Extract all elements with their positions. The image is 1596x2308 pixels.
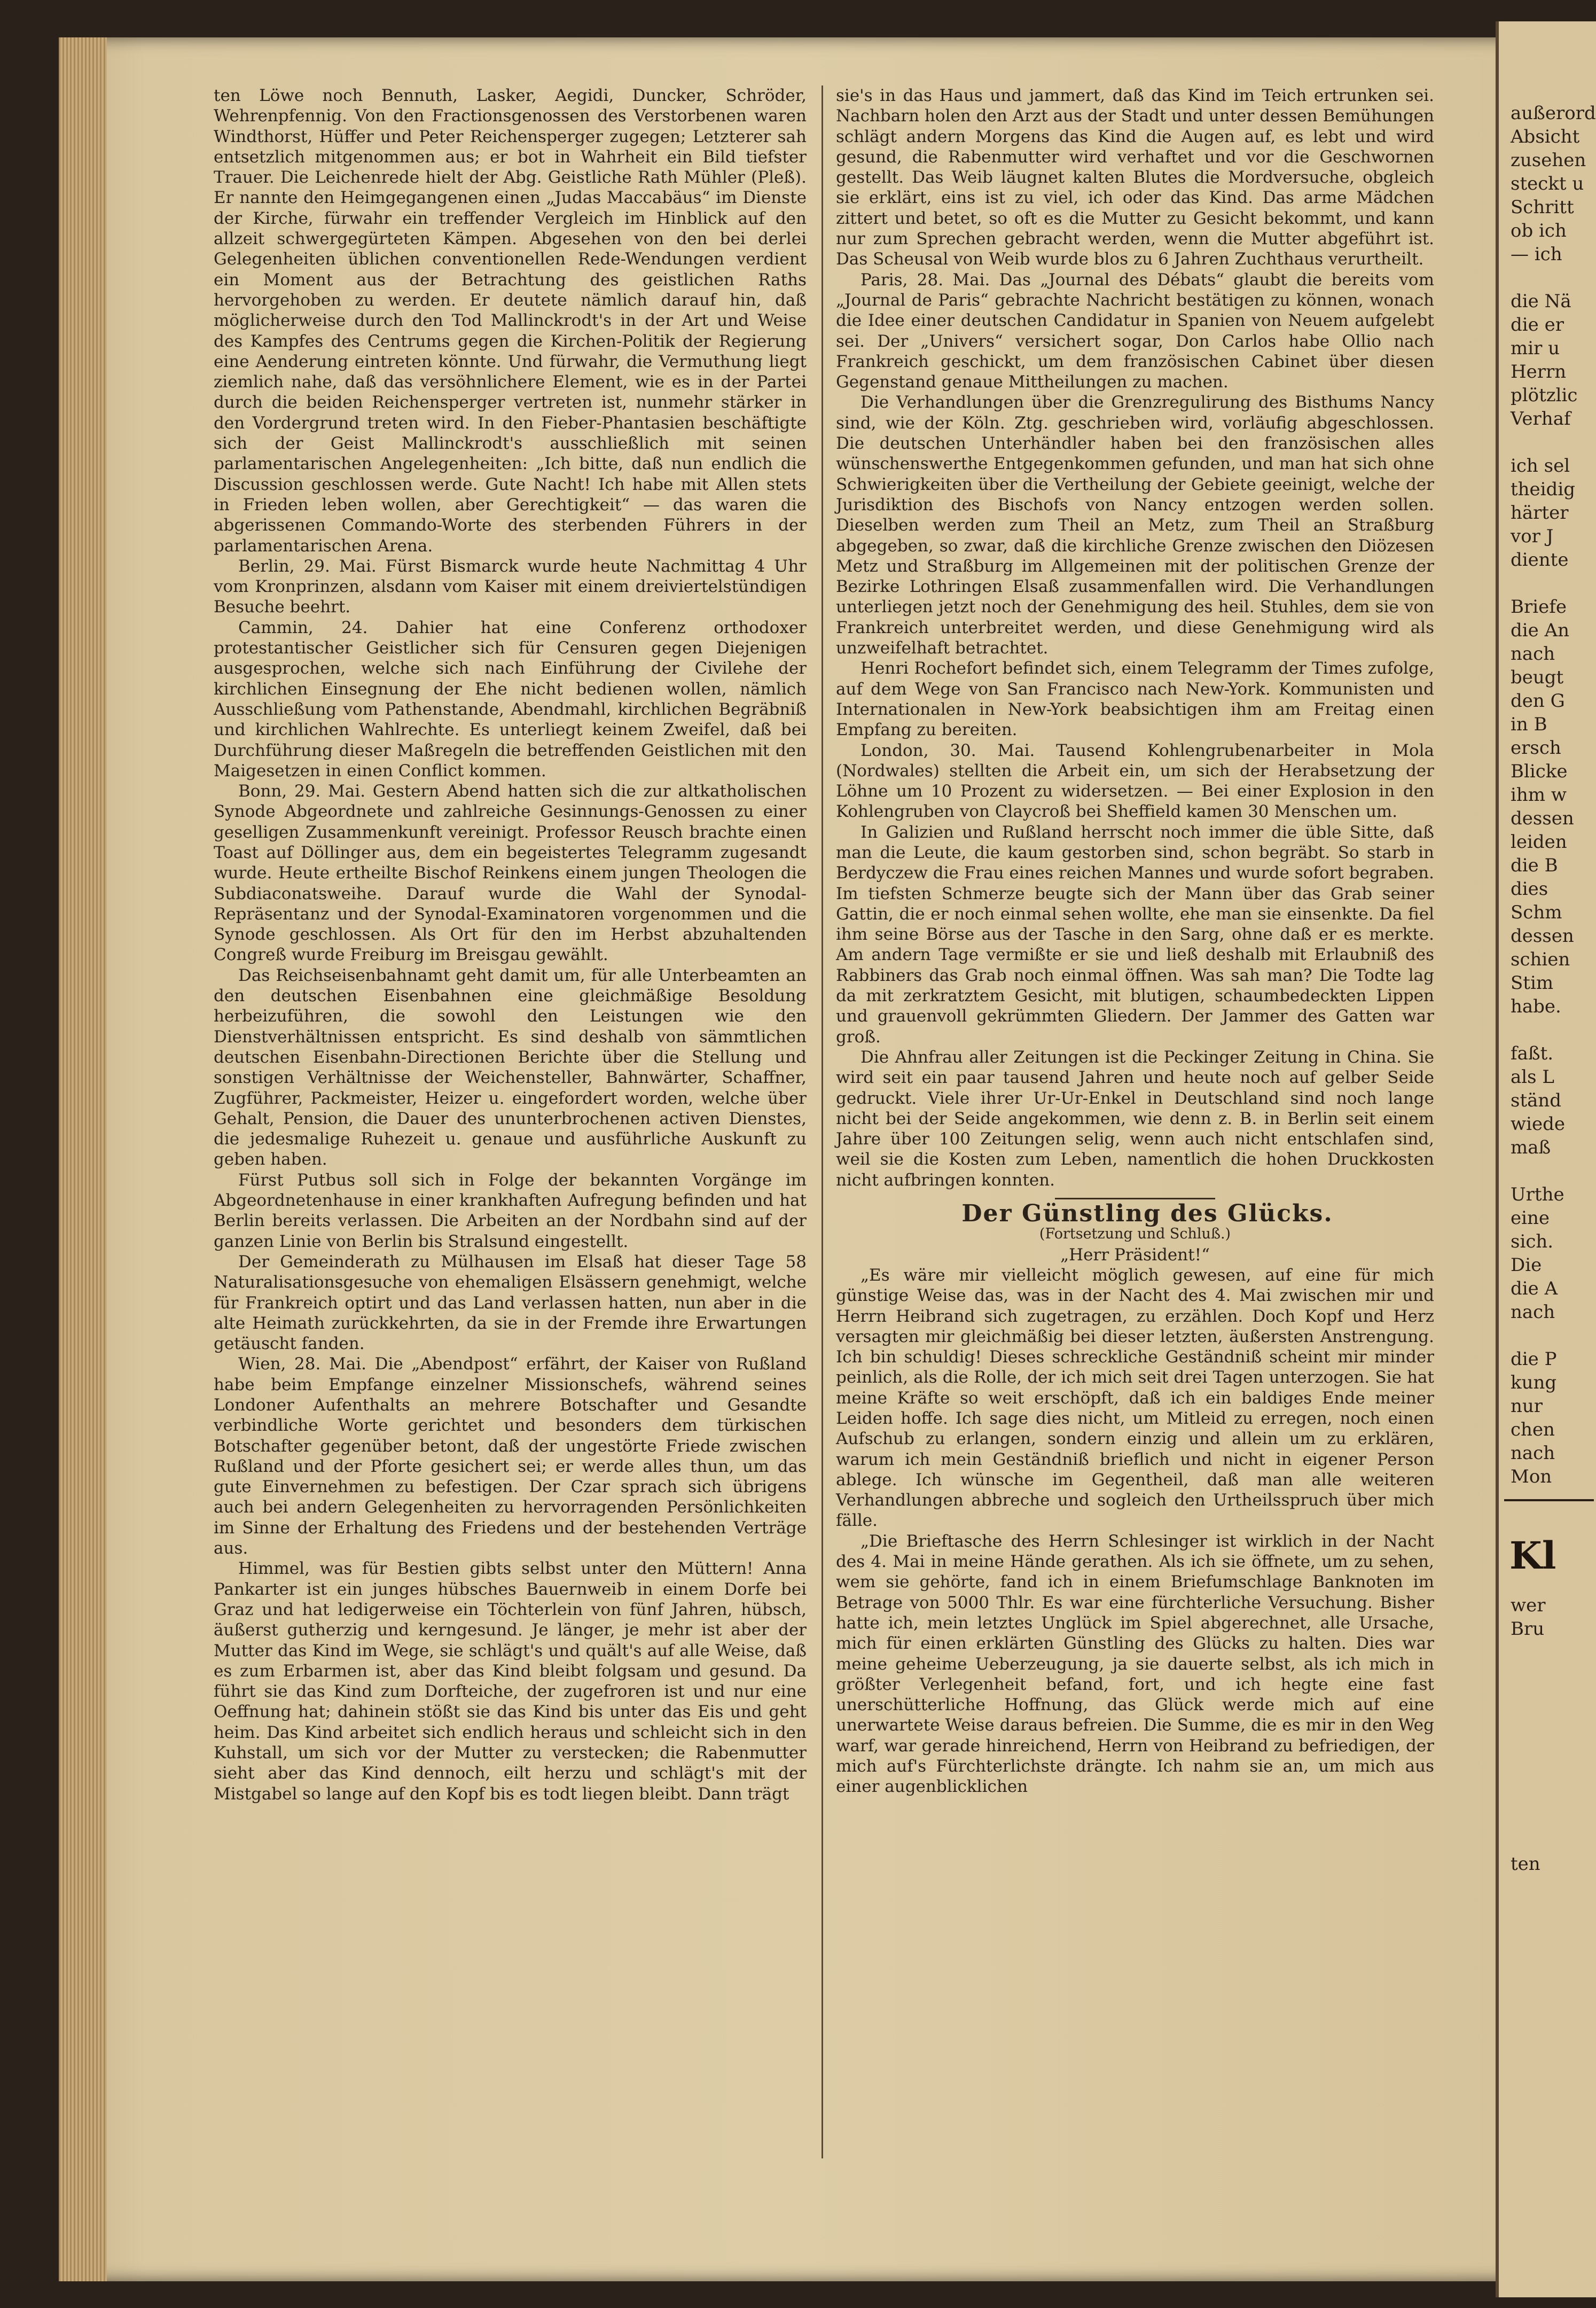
news-paragraph: Berlin, 29. Mai. Fürst Bismarck wurde heute Nachmittag 4 Uhr vom Kronprinzen, alsdann vom Kaiser mit einem dreiviertelstündigen Besuche beehrt. (214, 556, 807, 617)
adjacent-page-text: Stim (1511, 972, 1554, 994)
adjacent-page-text: die er (1511, 314, 1564, 336)
adjacent-page-text: vor J (1511, 526, 1554, 547)
adjacent-page-fragment (1496, 21, 1596, 2297)
adjacent-page-text: Absicht (1511, 126, 1580, 147)
adjacent-page-text: sich. (1511, 1231, 1554, 1252)
adjacent-page-text: ob ich (1511, 220, 1567, 241)
adjacent-page-text: wiede (1511, 1113, 1565, 1135)
adjacent-page-text: Schritt (1511, 197, 1574, 218)
adjacent-page-text: dessen (1511, 925, 1574, 947)
adjacent-page-text: diente (1511, 549, 1569, 571)
adjacent-page-text: nach (1511, 643, 1555, 665)
news-paragraph: Fürst Putbus soll sich in Folge der bekannten Vorgänge im Abgeordnetenhause in einer krankhaften Aufregung befinden und hat Berlin bereits verlassen. Die Arbeiten an der Nordbahn sind auf der ganzen Linie von Berlin bis Stralsund eingestellt. (214, 1170, 807, 1251)
feuilleton-subtitle: (Fortsetzung und Schluß.) (1039, 1226, 1231, 1243)
adjacent-page-text (1499, 1324, 1596, 1347)
adjacent-page-text: dies (1511, 878, 1548, 900)
adjacent-page-text: die A (1511, 1278, 1558, 1299)
adjacent-page-text (1499, 1018, 1596, 1042)
adjacent-page-text: habe. (1511, 996, 1561, 1017)
adjacent-page-text: als L (1511, 1066, 1554, 1088)
adjacent-page-text (1499, 1829, 1596, 1852)
news-paragraph: Wien, 28. Mai. Die „Abendpost“ erfährt, der Kaiser von Rußland habe beim Empfange einzelner Missionschefs, während seines Londoner Aufenthalts an mehrere Botschafter und Gesandte verbindliche Worte gerichtet und besonders dem türkischen Botschafter gegenüber betont, daß der ungestörte Friede zwischen Rußland und der Pforte gesichert sei; er werde alles thun, um das gute Einvernehmen zu befestigen. Der Czar sprach sich übrigens auch bei andern Gelegenheiten zu hervorragenden Persönlichkeiten im Sinne der Erhaltung des Friedens und der bestehenden Verträge aus. (214, 1354, 807, 1558)
adjacent-page-text (1499, 431, 1596, 454)
feuilleton-rule (1055, 1198, 1215, 1199)
adjacent-page-text: zusehen (1511, 150, 1586, 171)
adjacent-page-text: die P (1511, 1348, 1557, 1370)
adjacent-page-text: in B (1511, 714, 1547, 735)
adjacent-page-text: nur (1511, 1395, 1543, 1417)
feuilleton-section: „Herr Präsident!“ (1060, 1245, 1210, 1265)
adjacent-page-text (1499, 1159, 1596, 1183)
feuilleton (836, 1198, 1434, 1797)
column-divider (822, 85, 823, 2158)
adjacent-page-text (1499, 1782, 1596, 1805)
adjacent-page-text: Schm (1511, 902, 1562, 923)
adjacent-page-text: leiden (1511, 831, 1567, 853)
adjacent-page-text: ten (1511, 1853, 1540, 1875)
adjacent-page-text: den G (1511, 690, 1565, 712)
adjacent-page-text: ständ (1511, 1090, 1562, 1111)
page-stack-edge (59, 37, 107, 2281)
adjacent-page-heading: Kl (1509, 1533, 1556, 1578)
news-paragraph: Das Reichseisenbahnamt geht damit um, für alle Unterbeamten an den deutschen Eisenbahnen eine gleichmäßige Besoldung herbeizuführen, die sowohl den Leistungen wie den Dienstverhältnissen entspricht. Es sind deshalb von sämmtlichen deutschen Eisenbahn-Directionen Berichte über die Stellung und sonstigen Verhältnisse der Weichensteller, Bahnwärter, Schaffner, Zugführer, Packmeister, Heizer u. eingefordert worden, welche über Gehalt, Pension, die Dauer des ununterbrochenen activen Dienstes, die jedesmalige Ruhezeit u. genaue und ausführliche Auskunft zu geben haben. (214, 965, 807, 1169)
adjacent-page-text: nach (1511, 1442, 1555, 1464)
feuilleton-paragraph: „Die Brieftasche des Herrn Schlesinger ist wirklich in der Nacht des 4. Mai in meine Hände gerathen. Als ich sie öffnete, um zu sehen, wem sie gehörte, fand ich in einem Briefumschlage Banknoten im Betrage von 5000 Thlr. Es war eine fürchterliche Versuchung. Bisher hatte ich, mein letztes Unglück im Spiel abgerechnet, alle Ursache, mich für einen erklärten Günstling des Glücks zu halten. Dies war meine geheime Ueberzeugung, ja sie dauerte selbst, als ich mich in größter Verlegenheit befand, fort, und ich hegte eine fast unerschütterliche Hoffnung, das Glück werde mich auf eine unerwartete Weise daraus befreien. Die Summe, die es mir in den Weg warf, war gerade hinreichend, Herrn von Heibrand zu befriedigen, der mich auf's Fürchterlichste drängte. Ich nahm sie an, um mich aus einer augenblicklichen (836, 1531, 1434, 1797)
news-paragraph: Die Ahnfrau aller Zeitungen ist die Peckinger Zeitung in China. Sie wird seit ein paar tausend Jahren und heute noch auf gelber Seide gedruckt. Viele ihrer Ur-Ur-Enkel in Deutschland sind noch lange nicht bei der Seide angekommen, wie denn z. B. in Berlin seit einem Jahre über 100 Zeitungen selig, wenn auch nicht entschlafen sind, weil sie die Kosten zum Leben, namentlich die hohen Druckkosten nicht aufbringen konnten. (836, 1047, 1434, 1190)
adjacent-page-rule (1504, 1499, 1594, 1501)
adjacent-page-text: kung (1511, 1372, 1557, 1393)
adjacent-page-text: Urthe (1511, 1184, 1564, 1205)
right-column (836, 85, 1434, 1797)
adjacent-page-text: Verhaf (1511, 408, 1571, 430)
adjacent-page-text: Bru (1511, 1618, 1545, 1640)
adjacent-page-text: Blicke (1511, 761, 1568, 782)
adjacent-page-text: nach (1511, 1301, 1555, 1323)
news-paragraph: Henri Rochefort befindet sich, einem Telegramm der Times zufolge, auf dem Wege von San Francisco nach New-York. Kommunisten und Internationalen in New-York beabsichtigen ihm am Freitag einen Empfang zu bereiten. (836, 659, 1434, 740)
adjacent-page-text (1499, 1735, 1596, 1758)
adjacent-page-text: außerord (1511, 103, 1596, 124)
adjacent-page-text: dessen (1511, 808, 1574, 829)
left-column (214, 85, 807, 1804)
adjacent-page-text: eine (1511, 1207, 1550, 1229)
adjacent-page-text: — ich (1511, 244, 1562, 265)
adjacent-page-text: die An (1511, 620, 1570, 641)
adjacent-page-text: ihm w (1511, 784, 1567, 806)
news-paragraph: London, 30. Mai. Tausend Kohlengrubenarbeiter in Mola (Nordwales) stellten die Arbeit ein, um sich der Herabsetzung der Löhne um 10 Prozent zu widersetzen. — Bei einer Explosion in den Kohlengruben von Claycroß bei Sheffield kamen 30 Menschen um. (836, 740, 1434, 822)
adjacent-page-text: Briefe (1511, 596, 1567, 618)
news-paragraph: ten Löwe noch Bennuth, Lasker, Aegidi, Duncker, Schröder, Wehrenpfennig. Von den Fractionsgenossen des Verstorbenen waren Windthorst, Hüffer und Peter Reichensperger zugegen; Letzterer sah entsetzlich mitgenommen aus; er bot in Wahrheit ein Bild tiefster Trauer. Die Leichenrede hielt der Abg. Geistliche Rath Mühler (Pleß). Er nannte den Heimgegangenen einen „Judas Maccabäus“ im Dienste der Kirche, fürwahr ein treffender Vergleich im Hinblick auf den allzeit schwergegürteten Kämpen. Abgesehen von den bei derlei Gelegenheiten üblichen conventionellen Rede-Wendungen verdient ein Moment aus der Betrachtung des geistlichen Raths hervorgehoben zu werden. Er deutete nämlich darauf hin, daß möglicherweise durch den Tod Mallinckrodt's in der Art und Weise des Kampfes des Centrums gegen die Kirchen-Politik der Regierung eine Aenderung eintreten könnte. Und fürwahr, die Vermuthung liegt ziemlich nahe, daß das versöhnlichere Element, wie es in der Partei durch die beiden Reichensperger vertreten ist, nunmehr stärker in den Vordergrund treten wird. In den Fieber-Phantasien beschäftigte sich der Geist Mallinckrodt's ausschließlich mit seinen parlamentarischen Angelegenheiten: „Ich bitte, daß nun endlich die Discussion geschlossen werde. Gute Nacht! Ich habe mit Allen stets in Frieden leben wollen, aber Gerechtigkeit“ — das waren die abgerissenen Commando-Worte des sterbenden Führers in der parlamentarischen Arena. (214, 86, 807, 556)
adjacent-page-text: steckt u (1511, 173, 1584, 194)
adjacent-page-text (1499, 572, 1596, 595)
adjacent-page-text: ich sel (1511, 455, 1570, 477)
news-paragraph: Himmel, was für Bestien gibts selbst unter den Müttern! Anna Pankarter ist ein junges hübsches Bauernweib in einem Dorfe bei Graz und hat ledigerweise ein Töchterlein von fünf Jahren, hübsch, äußerst gutherzig und kerngesund. Je länger, je mehr ist aber der Mutter das Kind im Wege, sie schlägt's und quält's auf alle Weise, daß es zum Erbarmen ist, aber das Kind bleibt folgsam und gesund. Da führt sie das Kind zum Dorfteiche, der zugefroren ist und nur eine Oeffnung hat; dahinein stößt sie das Kind bis unter das Eis und geht heim. Das Kind arbeitet sich endlich heraus und schleicht sich in den Kuhstall, um sich vor der Mutter zu verstecken; die Rabenmutter sieht aber das Kind dennoch, eilt herzu und schlägt's mit der Mistgabel so lange auf den Kopf bis es todt liegen bleibt. Dann trägt (214, 1559, 807, 1804)
adjacent-page-text: die Nä (1511, 291, 1571, 312)
feuilleton-paragraph: „Es wäre mir vielleicht möglich gewesen, auf eine für mich günstige Weise das, was in der Nacht des 4. Mai zwischen mir und Herrn Heibrand sich zugetragen, zu erzählen. Doch Kopf und Herz versagten mir gleichmäßig bei dieser letzten, äußersten Anstrengung. Ich bin schuldig! Dieses schreckliche Geständniß scheint mir minder peinlich, als die Rolle, der ich mich seit drei Tagen unterzogen. Sie hat meine Kräfte so weit erschöpft, daß ich ein baldiges Ende meiner Leiden hoffe. Ich sage dies nicht, um Mitleid zu erregen, noch einen Aufschub zu erlangen, sondern einzig und allein um zu erklären, warum ich mein Geständniß brieflich und nicht in eigener Person ablege. Ich wünsche im Gegentheil, daß man alle weiteren Verhandlungen abbreche und sogleich den Urtheilsspruch über mich fälle. (836, 1265, 1434, 1531)
adjacent-page-text (1499, 266, 1596, 290)
adjacent-page-text: wer (1511, 1595, 1546, 1616)
adjacent-page-text: chen (1511, 1419, 1555, 1440)
adjacent-page-text: Mon (1511, 1466, 1552, 1487)
adjacent-page-text (1499, 1805, 1596, 1829)
adjacent-page-text: Herrn (1511, 361, 1567, 383)
adjacent-page-text: Die (1511, 1254, 1542, 1276)
adjacent-page-text: härter (1511, 502, 1569, 524)
adjacent-page-text: theidig (1511, 479, 1575, 500)
adjacent-page-text: faßt. (1511, 1043, 1554, 1064)
adjacent-page-text (1499, 1758, 1596, 1782)
adjacent-page-text: maß (1511, 1137, 1551, 1158)
adjacent-page-text (1499, 1641, 1596, 1664)
news-paragraph: In Galizien und Rußland herrscht noch immer die üble Sitte, daß man die Leute, die kaum gestorben sind, schon begräbt. So starb in Berdyczew die Frau eines reichen Mannes und wurde sofort begraben. Im tiefsten Schmerze beugte sich der Mann über das Grab seiner Gattin, die er noch einmal sehen wollte, ehe man sie einsenkte. Da fiel ihm seine Börse aus der Tasche in den Sarg, ohne daß er es merkte. Am andern Tage vermißte er sie und ließ deshalb mit Erlaubniß des Rabbiners das Grab noch einmal öffnen. Was sah man? Die Todte lag da mit zerkratztem Gesicht, mit blutigen, schaumbedeckten Lippen und grauenvoll gekrümmten Gliedern. Der Jammer des Gatten war groß. (836, 822, 1434, 1047)
news-paragraph: sie's in das Haus und jammert, daß das Kind im Teich ertrunken sei. Nachbarn holen den Arzt aus der Stadt und unter dessen Bemühungen schlägt andern Morgens das Kind die Augen auf, es lebt und wird gesund, die Rabenmutter wird verhaftet und vor die Geschwornen gestellt. Das Weib läugnet kalten Blutes die Mordversuche, obgleich sie erklärt, eins ist zu viel, ich oder das Kind. Das arme Mädchen zittert und betet, so oft es die Mutter zu Gesicht bekommt, und kann nur zum Sprechen gebracht werden, wenn die Mutter abgeführt ist. Das Scheusal von Weib wurde blos zu 6 Jahren Zuchthaus verurtheilt. (836, 86, 1434, 269)
adjacent-page-text: die B (1511, 855, 1558, 876)
adjacent-page-text: beugt (1511, 667, 1564, 688)
news-paragraph: Cammin, 24. Dahier hat eine Conferenz orthodoxer protestantischer Geistlicher sich für Censuren gegen Diejenigen ausgesprochen, welche sich nach Einführung der Civilehe der kirchlichen Einsegnung der Ehe nicht bedienen wollen, nämlich Ausschließung vom Pathenstande, Abendmahl, kirchlichen Begräbniß und kirchlichen Wahlrechte. Es unterliegt keinem Zweifel, daß bei Durchführung dieser Maßregeln die betreffenden Geistlichen mit den Maigesetzen in einen Conflict kommen. (214, 618, 807, 781)
news-paragraph: Die Verhandlungen über die Grenzregulirung des Bisthums Nancy sind, wie der Köln. Ztg. geschrieben wird, vorläufig abgeschlossen. Die deutschen Unterhändler haben bei den französischen alles wünschenswerthe Entgegenkommen gefunden, und man hat sich ohne Schwierigkeiten über die Vertheilung der Gebiete geeinigt, welche der Jurisdiktion des Bischofs von Nancy entzogen werden sollen. Dieselben werden zum Theil an Metz, zum Theil an Straßburg abgegeben, so zwar, daß die kirchliche Grenze zwischen den Diözesen Metz und Straßburg im Allgemeinen mit der politischen Grenze der Bezirke Lothringen Elsaß zusammenfallen wird. Die Verhandlungen unterliegen jetzt noch der Genehmigung des heil. Stuhles, dem sie von Frankreich unterbreitet werden, und diese Genehmigung wird als unzweifelhaft betrachtet. (836, 393, 1434, 658)
adjacent-page-text: mir u (1511, 338, 1560, 359)
feuilleton-title: Der Günstling des Glücks. (961, 1200, 1333, 1228)
adjacent-page-text: plötzlic (1511, 385, 1578, 406)
news-paragraph: Paris, 28. Mai. Das „Journal des Débats“ glaubt die bereits vom „Journal de Paris“ gebrachte Nachricht bestätigen zu können, wonach die Idee einer deutschen Candidatur in Spanien von Neuem aufgelebt sei. Der „Univers“ versichert sogar, Don Carlos habe Ollio nach Frankreich geschickt, um dem französischen Cabinet über diesen Gegenstand genaue Mittheilungen zu machen. (836, 270, 1434, 392)
adjacent-page-text: ersch (1511, 737, 1561, 759)
news-paragraph: Bonn, 29. Mai. Gestern Abend hatten sich die zur altkatholischen Synode Abgeordnete und zahlreiche Gesinnungs-Genossen zu einer geselligen Zusammenkunft vereinigt. Professor Reusch brachte einen Toast auf Döllinger aus, dem ein begeistertes Telegramm zugesandt wurde. Heute ertheilte Bischof Reinkens einem jungen Theologen die Subdiaconatsweihe. Darauf wurde die Wahl der Synodal-Repräsentanz und der Synodal-Examinatoren vorgenommen und die Synode geschlossen. Als Ort für den im Herbst abzuhaltenden Congreß wurde Freiburg im Breisgau gewählt. (214, 782, 807, 965)
adjacent-page-text (1499, 1688, 1596, 1711)
adjacent-page-text: schien (1511, 949, 1570, 970)
news-paragraph: Der Gemeinderath zu Mülhausen im Elsaß hat dieser Tage 58 Naturalisationsgesuche von ehemaligen Elsässern genehmigt, welche für Frankreich optirt und das Land verlassen hatten, nun aber in die alte Heimath zurückkehrten, da sie in der Fremde ihre Erwartungen getäuscht fanden. (214, 1252, 807, 1354)
adjacent-page-text (1499, 1664, 1596, 1688)
adjacent-page-text (1499, 1711, 1596, 1735)
